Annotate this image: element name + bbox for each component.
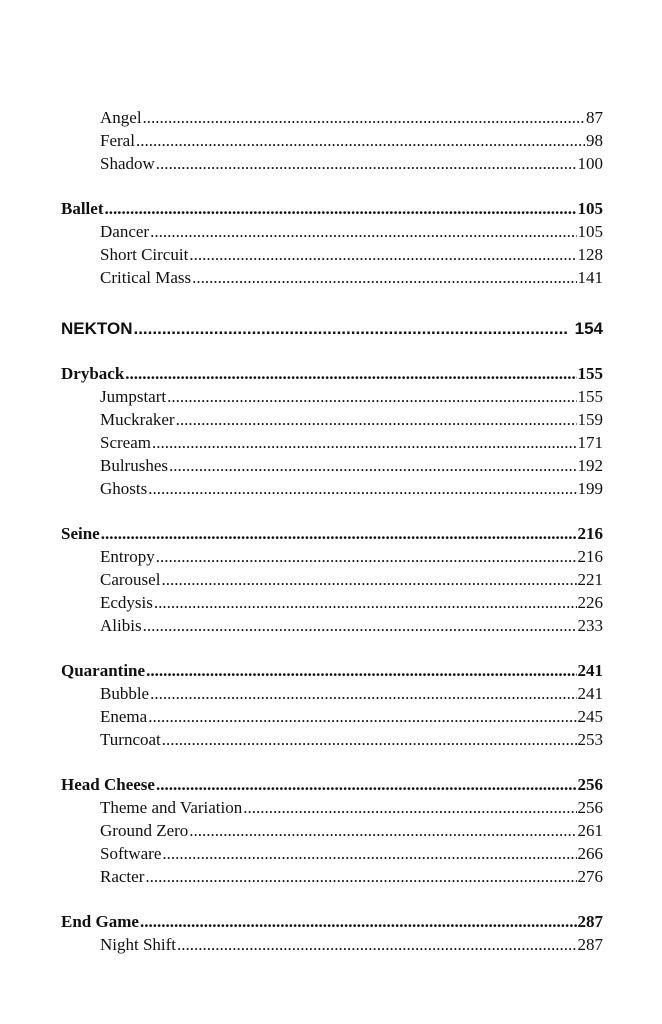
dot-leader [148, 477, 576, 500]
toc-entry [61, 152, 603, 175]
toc-entry [61, 477, 603, 500]
dot-leader [140, 910, 577, 933]
dot-leader [189, 243, 576, 266]
toc-entry-page-number: 216 [577, 524, 603, 543]
toc-entry-title: Racter [100, 867, 145, 886]
toc-entry-page-number: 159 [577, 410, 603, 429]
toc-entry-title: Bubble [100, 684, 150, 703]
toc-entry-title: Ecdysis [100, 593, 153, 612]
toc-entry-page-number: 221 [577, 570, 603, 589]
dot-leader [125, 362, 576, 385]
toc-entry [61, 842, 603, 865]
toc-entry-title: Ghosts [100, 479, 148, 498]
toc-entry-title: Theme and Variation [100, 798, 243, 817]
toc-entry-title: Turncoat [100, 730, 161, 749]
dot-leader [169, 454, 577, 477]
dot-leader [143, 106, 585, 129]
toc-entry-page-number: 233 [577, 616, 603, 635]
toc-part-heading [61, 316, 603, 342]
toc-entry [61, 454, 603, 477]
toc-section-heading [61, 197, 603, 220]
dot-leader [148, 705, 576, 728]
dot-leader [136, 129, 585, 152]
dot-leader [156, 152, 577, 175]
toc-entry-title: End Game [61, 912, 139, 931]
toc-entry [61, 220, 603, 243]
toc-section-heading [61, 659, 603, 682]
toc-entry [61, 819, 603, 842]
toc-entry-page-number: 155 [577, 387, 603, 406]
toc-entry [61, 796, 603, 819]
dot-leader [162, 728, 577, 751]
toc-entry-page-number: 241 [577, 661, 603, 680]
toc-entry [61, 243, 603, 266]
toc-entry-title: Muckraker [100, 410, 175, 429]
toc-entry-page-number: 141 [577, 268, 603, 287]
dot-leader [156, 545, 577, 568]
toc-entry [61, 865, 603, 888]
toc-entry [61, 933, 603, 956]
dot-leader [101, 522, 577, 545]
toc-entry-title: Entropy [100, 547, 155, 566]
toc-entry-page-number: 287 [577, 912, 603, 931]
dot-leader [150, 682, 576, 705]
dot-leader [243, 796, 576, 819]
toc-entry-title: Carousel [100, 570, 161, 589]
toc-entry-page-number: 266 [577, 844, 603, 863]
table-of-contents [61, 106, 603, 956]
toc-entry-page-number: 226 [577, 593, 603, 612]
toc-section-heading [61, 522, 603, 545]
dot-leader [189, 819, 576, 842]
dot-leader [162, 842, 576, 865]
toc-section-heading [61, 362, 603, 385]
toc-entry-title: Ground Zero [100, 821, 189, 840]
toc-entry-page-number: 241 [577, 684, 603, 703]
toc-entry-title: Feral [100, 131, 135, 150]
toc-entry-title: Dancer [100, 222, 150, 241]
dot-leader [156, 773, 577, 796]
toc-entry-title: Jumpstart [100, 387, 167, 406]
dot-leader [145, 865, 576, 888]
dot-leader [133, 316, 567, 342]
toc-entry-page-number: 154 [574, 319, 603, 338]
toc-entry-title: Scream [100, 433, 151, 452]
toc-entry [61, 682, 603, 705]
toc-entry-title: Angel [100, 108, 142, 127]
toc-entry-title: Dryback [61, 364, 125, 383]
toc-entry-title: Enema [100, 707, 148, 726]
toc-entry-title: Quarantine [61, 661, 146, 680]
toc-entry [61, 129, 603, 152]
toc-entry-title: Seine [61, 524, 100, 543]
toc-entry [61, 591, 603, 614]
toc-entry-page-number: 100 [577, 154, 603, 173]
toc-entry-page-number: 87 [586, 108, 603, 127]
toc-entry-page-number: 171 [577, 433, 603, 452]
toc-entry-page-number: 216 [577, 547, 603, 566]
dot-leader [105, 197, 577, 220]
toc-entry-page-number: 199 [577, 479, 603, 498]
toc-entry-title: Bulrushes [100, 456, 168, 475]
dot-leader [143, 614, 577, 637]
toc-entry-title: Software [100, 844, 162, 863]
toc-entry-page-number: 287 [577, 935, 603, 954]
toc-entry-page-number: 256 [577, 798, 603, 817]
toc-entry-page-number: 98 [586, 131, 603, 150]
dot-leader [146, 659, 576, 682]
dot-leader [176, 408, 577, 431]
toc-entry [61, 408, 603, 431]
toc-entry-title: Night Shift [100, 935, 177, 954]
toc-entry-page-number: 256 [577, 775, 603, 794]
toc-entry-title: Short Circuit [100, 245, 189, 264]
dot-leader [192, 266, 576, 289]
toc-entry-title: Head Cheese [61, 775, 155, 794]
toc-entry [61, 266, 603, 289]
dot-leader [152, 431, 577, 454]
toc-entry-page-number: 128 [577, 245, 603, 264]
toc-entry-title: Ballet [61, 199, 104, 218]
toc-entry-page-number: 155 [577, 364, 603, 383]
toc-entry-title: Alibis [100, 616, 142, 635]
dot-leader [177, 933, 576, 956]
toc-entry-title: Critical Mass [100, 268, 192, 287]
toc-entry-page-number: 276 [577, 867, 603, 886]
dot-leader [150, 220, 576, 243]
toc-entry-page-number: 253 [577, 730, 603, 749]
toc-section-heading [61, 773, 603, 796]
toc-entry-page-number: 261 [577, 821, 603, 840]
toc-entry [61, 728, 603, 751]
toc-entry [61, 106, 603, 129]
toc-entry-title: Shadow [100, 154, 155, 173]
toc-entry [61, 705, 603, 728]
toc-entry-title: NEKTON [61, 319, 133, 338]
toc-section-heading [61, 910, 603, 933]
dot-leader [154, 591, 577, 614]
dot-leader [161, 568, 576, 591]
dot-leader [167, 385, 576, 408]
toc-entry [61, 614, 603, 637]
toc-entry-page-number: 105 [577, 222, 603, 241]
toc-entry [61, 385, 603, 408]
toc-entry [61, 545, 603, 568]
toc-entry [61, 431, 603, 454]
toc-entry-page-number: 245 [577, 707, 603, 726]
toc-entry-page-number: 192 [577, 456, 603, 475]
toc-entry-page-number: 105 [577, 199, 603, 218]
toc-entry [61, 568, 603, 591]
